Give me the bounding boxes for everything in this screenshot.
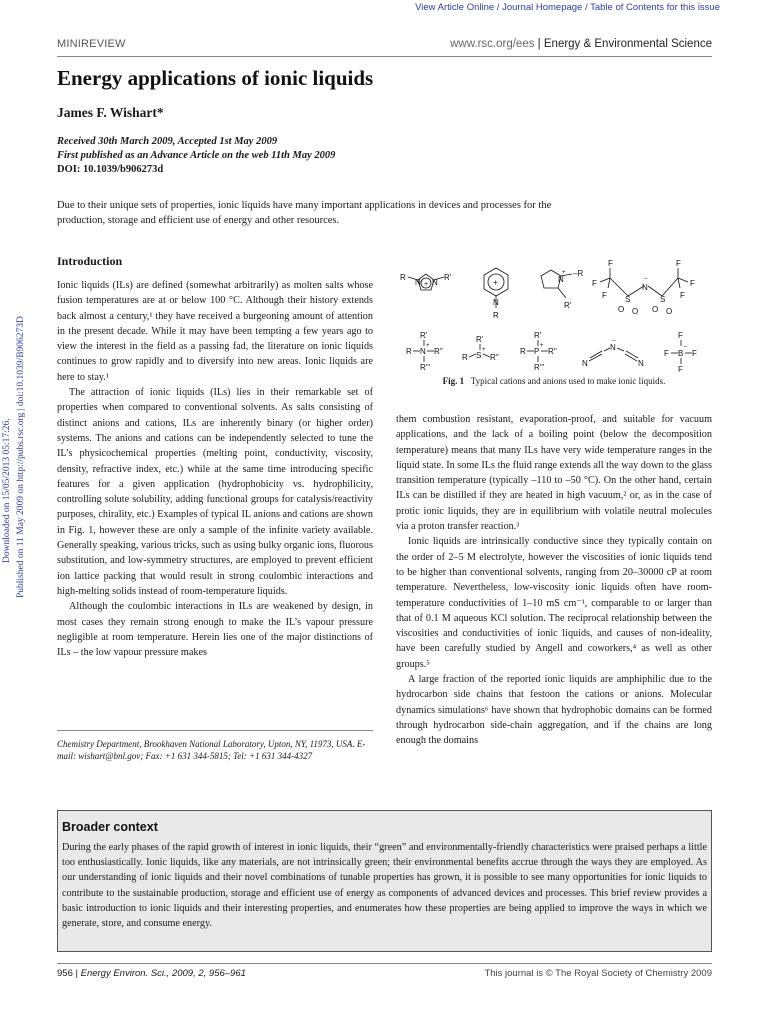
svg-text:+: + bbox=[424, 281, 429, 288]
doi[interactable]: DOI: 10.1039/b906273d bbox=[57, 164, 164, 175]
svg-text:–: – bbox=[644, 276, 648, 282]
svg-text:N: N bbox=[432, 278, 438, 287]
paragraph: A large fraction of the reported ionic liquids are amphiphilic due to the hydrocarbon side chains that festoon the cations or anions. Molecular dynamics simulations⁶ have shown that hydrophobic domains can be formed through hydrocarbon side-chain aggregation, and if the chains are long enough the domains bbox=[396, 674, 712, 747]
paragraph: Ionic liquids (ILs) are defined (somewhat arbitrarily) as molten salts whose fusion temperatures are at or below 100 °C. Although their history extends back almost a century,¹ they have received a burgeoning amount of attention in the present decade. While it may have been tempting a few years ago to view the interest in the field as a passing fad, the literature on ionic liquids continues to grow rapidly and to diversify into new areas. Ionic liquids are here to stay.¹ bbox=[57, 280, 373, 383]
svg-text:+: + bbox=[540, 343, 544, 349]
paragraph: them combustion resistant, evaporation-proof, and suitable for vacuum applications, and the lack of a boiling point (below the decomposition temperature) means that many ILs have very wide temperature ranges in the liquid state. In some ILs the fluid range extends all the way down to the glass transition temperature (typically –110 to –50 °C). On the other hand, certain ILs can be distilled if they are heated in high vacuum,² or, as in the case of protic ionic liquids, they are in equilibrium with volatile neutral molecules via a proton transfer reaction.³ bbox=[396, 414, 712, 533]
svg-text:F: F bbox=[678, 365, 683, 374]
left-column bbox=[57, 278, 373, 660]
sulfonium-cation bbox=[462, 335, 499, 362]
svg-text:F: F bbox=[692, 349, 697, 358]
figure-label: Fig. 1 bbox=[442, 376, 465, 386]
affiliation-rule bbox=[57, 730, 373, 731]
intro-heading: Introduction bbox=[57, 254, 123, 268]
paragraph: The attraction of ionic liquids (ILs) lies in their remarkable set of properties when compared to conventional solvents. As salts consisting of distinct anions and cations, ILs are inherently binary (or higher order) systems. The anions and cations can be independently selected to tune the IL’s physicochemical properties (melting point, conductivity, viscosity, density, refractive index, etc.) while at the same time introducing specific features for a given application (hydrophobicity vs. hydrophilicity, controlling solute solubility, adding functional groups for catalysis/reactivity purposes, chirality, etc.) Examples of typical IL anions and cations are shown in Fig. 1, however these are only a sample of the infinite variety available. Generally speaking, various tricks, such as using bulky organic ions, fluorous substitution, and low-symmetry structures, are employed to prevent efficient ion lattice packing that would result in strong coulombic interactions and high-melting solids instead of room-temperature liquids. bbox=[57, 387, 373, 597]
ammonium-cation bbox=[406, 331, 443, 372]
svg-text:F: F bbox=[690, 279, 695, 288]
svg-text:F: F bbox=[664, 349, 669, 358]
svg-text:R': R' bbox=[564, 301, 572, 310]
svg-text:R'': R'' bbox=[490, 353, 499, 362]
figure-caption-text: Typical cations and anions used to make ionic liquids. bbox=[470, 376, 666, 386]
pyrrolidinium-cation bbox=[541, 269, 583, 310]
header-rule bbox=[57, 56, 712, 57]
article-title: Energy applications of ionic liquids bbox=[57, 66, 374, 90]
svg-text:B: B bbox=[678, 349, 684, 358]
svg-text:+: + bbox=[426, 343, 430, 349]
svg-text:R': R' bbox=[476, 335, 484, 344]
svg-text:N: N bbox=[638, 359, 644, 368]
svg-text:O: O bbox=[618, 305, 625, 314]
downloaded-note: Downloaded on 15/05/2013 05:17:26. bbox=[2, 418, 12, 563]
pyridinium-cation bbox=[484, 268, 508, 320]
svg-text:S: S bbox=[660, 295, 666, 304]
ntf2-anion bbox=[592, 259, 695, 316]
bf4-anion bbox=[664, 331, 697, 374]
svg-text:N: N bbox=[610, 343, 616, 352]
download-sidebar bbox=[2, 278, 26, 598]
svg-text:N: N bbox=[420, 347, 426, 356]
svg-text:–R: –R bbox=[573, 269, 584, 278]
figure-caption bbox=[396, 376, 712, 386]
svg-text:F: F bbox=[680, 291, 685, 300]
svg-text:R': R' bbox=[420, 331, 428, 340]
svg-text:F: F bbox=[676, 259, 681, 268]
svg-text:F: F bbox=[678, 331, 683, 340]
paragraph: Ionic liquids are intrinsically conductive since they typically contain on the order of 2–5 M electrolyte, however the viscosities of ionic liquids tend to be higher than conventional solvents, ranging from 20–30000 cP at room temperature. Nevertheless, low-viscosity ionic liquids often have room-temperature conductivities of 1–10 mS cm⁻¹, comparable to or larger than that of 0.1 M aqueous KCl solution. The reciprocal relationship between the viscosities and conductivities of ionic liquids, and causes of non-ideality, have been carefully studied by Angell and coworkers,⁴ as well as other groups.⁵ bbox=[396, 536, 712, 670]
page-number: 956 bbox=[57, 968, 73, 979]
author-name: James F. Wishart* bbox=[57, 105, 164, 120]
broader-context-text: During the early phases of the rapid growth of interest in ionic liquids, their “green” and environmentally-friendly characteristics were praised perhaps a little too enthusiastically. Ionic liquids, like any materials, are not intrinsically green; their environmental benefits accrue through the ways they are employed. As our understanding of ionic liquids and their novel combinations of tunable properties has grown, it is possible to see many opportunities for ionic liquids to contribute to the sustainable production, storage and efficient use of energy as components of advanced devices and processes. This brief review provides a basic introduction to ionic liquids and their interesting properties, and enumerates how these properties are being applied to improve the ways in which we generate, store, and consume energy. bbox=[62, 842, 707, 930]
svg-text:F: F bbox=[592, 279, 597, 288]
svg-text:O: O bbox=[652, 305, 659, 314]
svg-text:+: + bbox=[482, 347, 486, 353]
svg-text:R: R bbox=[493, 311, 499, 320]
svg-text:N: N bbox=[582, 359, 588, 368]
svg-text:R: R bbox=[520, 347, 526, 356]
svg-text:N: N bbox=[493, 298, 499, 307]
article-dates bbox=[57, 135, 335, 177]
svg-text:R': R' bbox=[534, 331, 542, 340]
svg-text:O: O bbox=[666, 307, 673, 316]
footer-rule bbox=[57, 963, 712, 964]
journal-links[interactable]: View Article Online / Journal Homepage / Table of Contents for this issue bbox=[415, 2, 720, 13]
imidazolium-cation bbox=[400, 273, 452, 290]
svg-text:N: N bbox=[642, 283, 648, 292]
svg-text:–: – bbox=[684, 344, 688, 350]
svg-text:+: + bbox=[562, 270, 566, 276]
svg-text:N: N bbox=[558, 275, 564, 284]
dicyanamide-anion bbox=[582, 338, 644, 368]
journal-header bbox=[450, 38, 712, 50]
svg-text:R''': R''' bbox=[534, 363, 545, 372]
footer-citation bbox=[57, 968, 246, 979]
broader-context-heading: Broader context bbox=[62, 820, 158, 834]
svg-text:–: – bbox=[612, 338, 616, 344]
svg-text:R: R bbox=[462, 353, 468, 362]
published-note[interactable]: Published on 11 May 2009 on http://pubs.rsc.org | doi:10.1039/B906273D bbox=[16, 316, 26, 598]
journal-name: Energy & Environmental Science bbox=[543, 38, 712, 50]
svg-text:F: F bbox=[608, 259, 613, 268]
svg-text:N: N bbox=[415, 278, 421, 287]
svg-text:R'': R'' bbox=[548, 347, 557, 356]
journal-url[interactable]: www.rsc.org/ees bbox=[450, 38, 535, 50]
svg-text:R: R bbox=[400, 273, 406, 282]
footer-copyright: This journal is © The Royal Society of Chemistry 2009 bbox=[484, 968, 712, 979]
svg-text:R': R' bbox=[444, 273, 452, 282]
svg-text:R: R bbox=[406, 347, 412, 356]
paragraph: Although the coulombic interactions in ILs are weakened by design, in most cases they remain strong enough to make the IL’s vapour pressure negligible at room temperature. Herein lies one of the major distinctions of ILs – the low vapour pressure makes bbox=[57, 601, 373, 659]
citation: Energy Environ. Sci., 2009, 2, 956–961 bbox=[80, 968, 246, 979]
svg-text:+: + bbox=[493, 278, 498, 287]
svg-text:O: O bbox=[632, 307, 639, 316]
author-affiliation: Chemistry Department, Brookhaven National Laboratory, Upton, NY, 11973, USA. E-mail: wishart@bnl.gov; Fax: +1 631 344-5815; Tel: +1 631 344-4327 bbox=[57, 739, 366, 761]
svg-text:P: P bbox=[534, 347, 540, 356]
footer-separator: | bbox=[75, 968, 78, 979]
phosphonium-cation bbox=[520, 331, 557, 372]
svg-text:S: S bbox=[625, 295, 631, 304]
abstract: Due to their unique sets of properties, ionic liquids have many important applications in devices and processes for the production, storage and efficient use of energy and other resources. bbox=[57, 200, 552, 226]
svg-text:F: F bbox=[602, 291, 607, 300]
header-separator: | bbox=[537, 38, 541, 50]
article-type-label: MINIREVIEW bbox=[57, 38, 126, 50]
svg-text:R'': R'' bbox=[434, 347, 443, 356]
received-date: Received 30th March 2009, Accepted 1st May 2009 bbox=[57, 136, 278, 147]
svg-text:R''': R''' bbox=[420, 363, 431, 372]
published-date: First published as an Advance Article on the web 11th May 2009 bbox=[57, 150, 336, 161]
svg-text:S: S bbox=[476, 351, 482, 360]
right-column bbox=[396, 412, 712, 749]
